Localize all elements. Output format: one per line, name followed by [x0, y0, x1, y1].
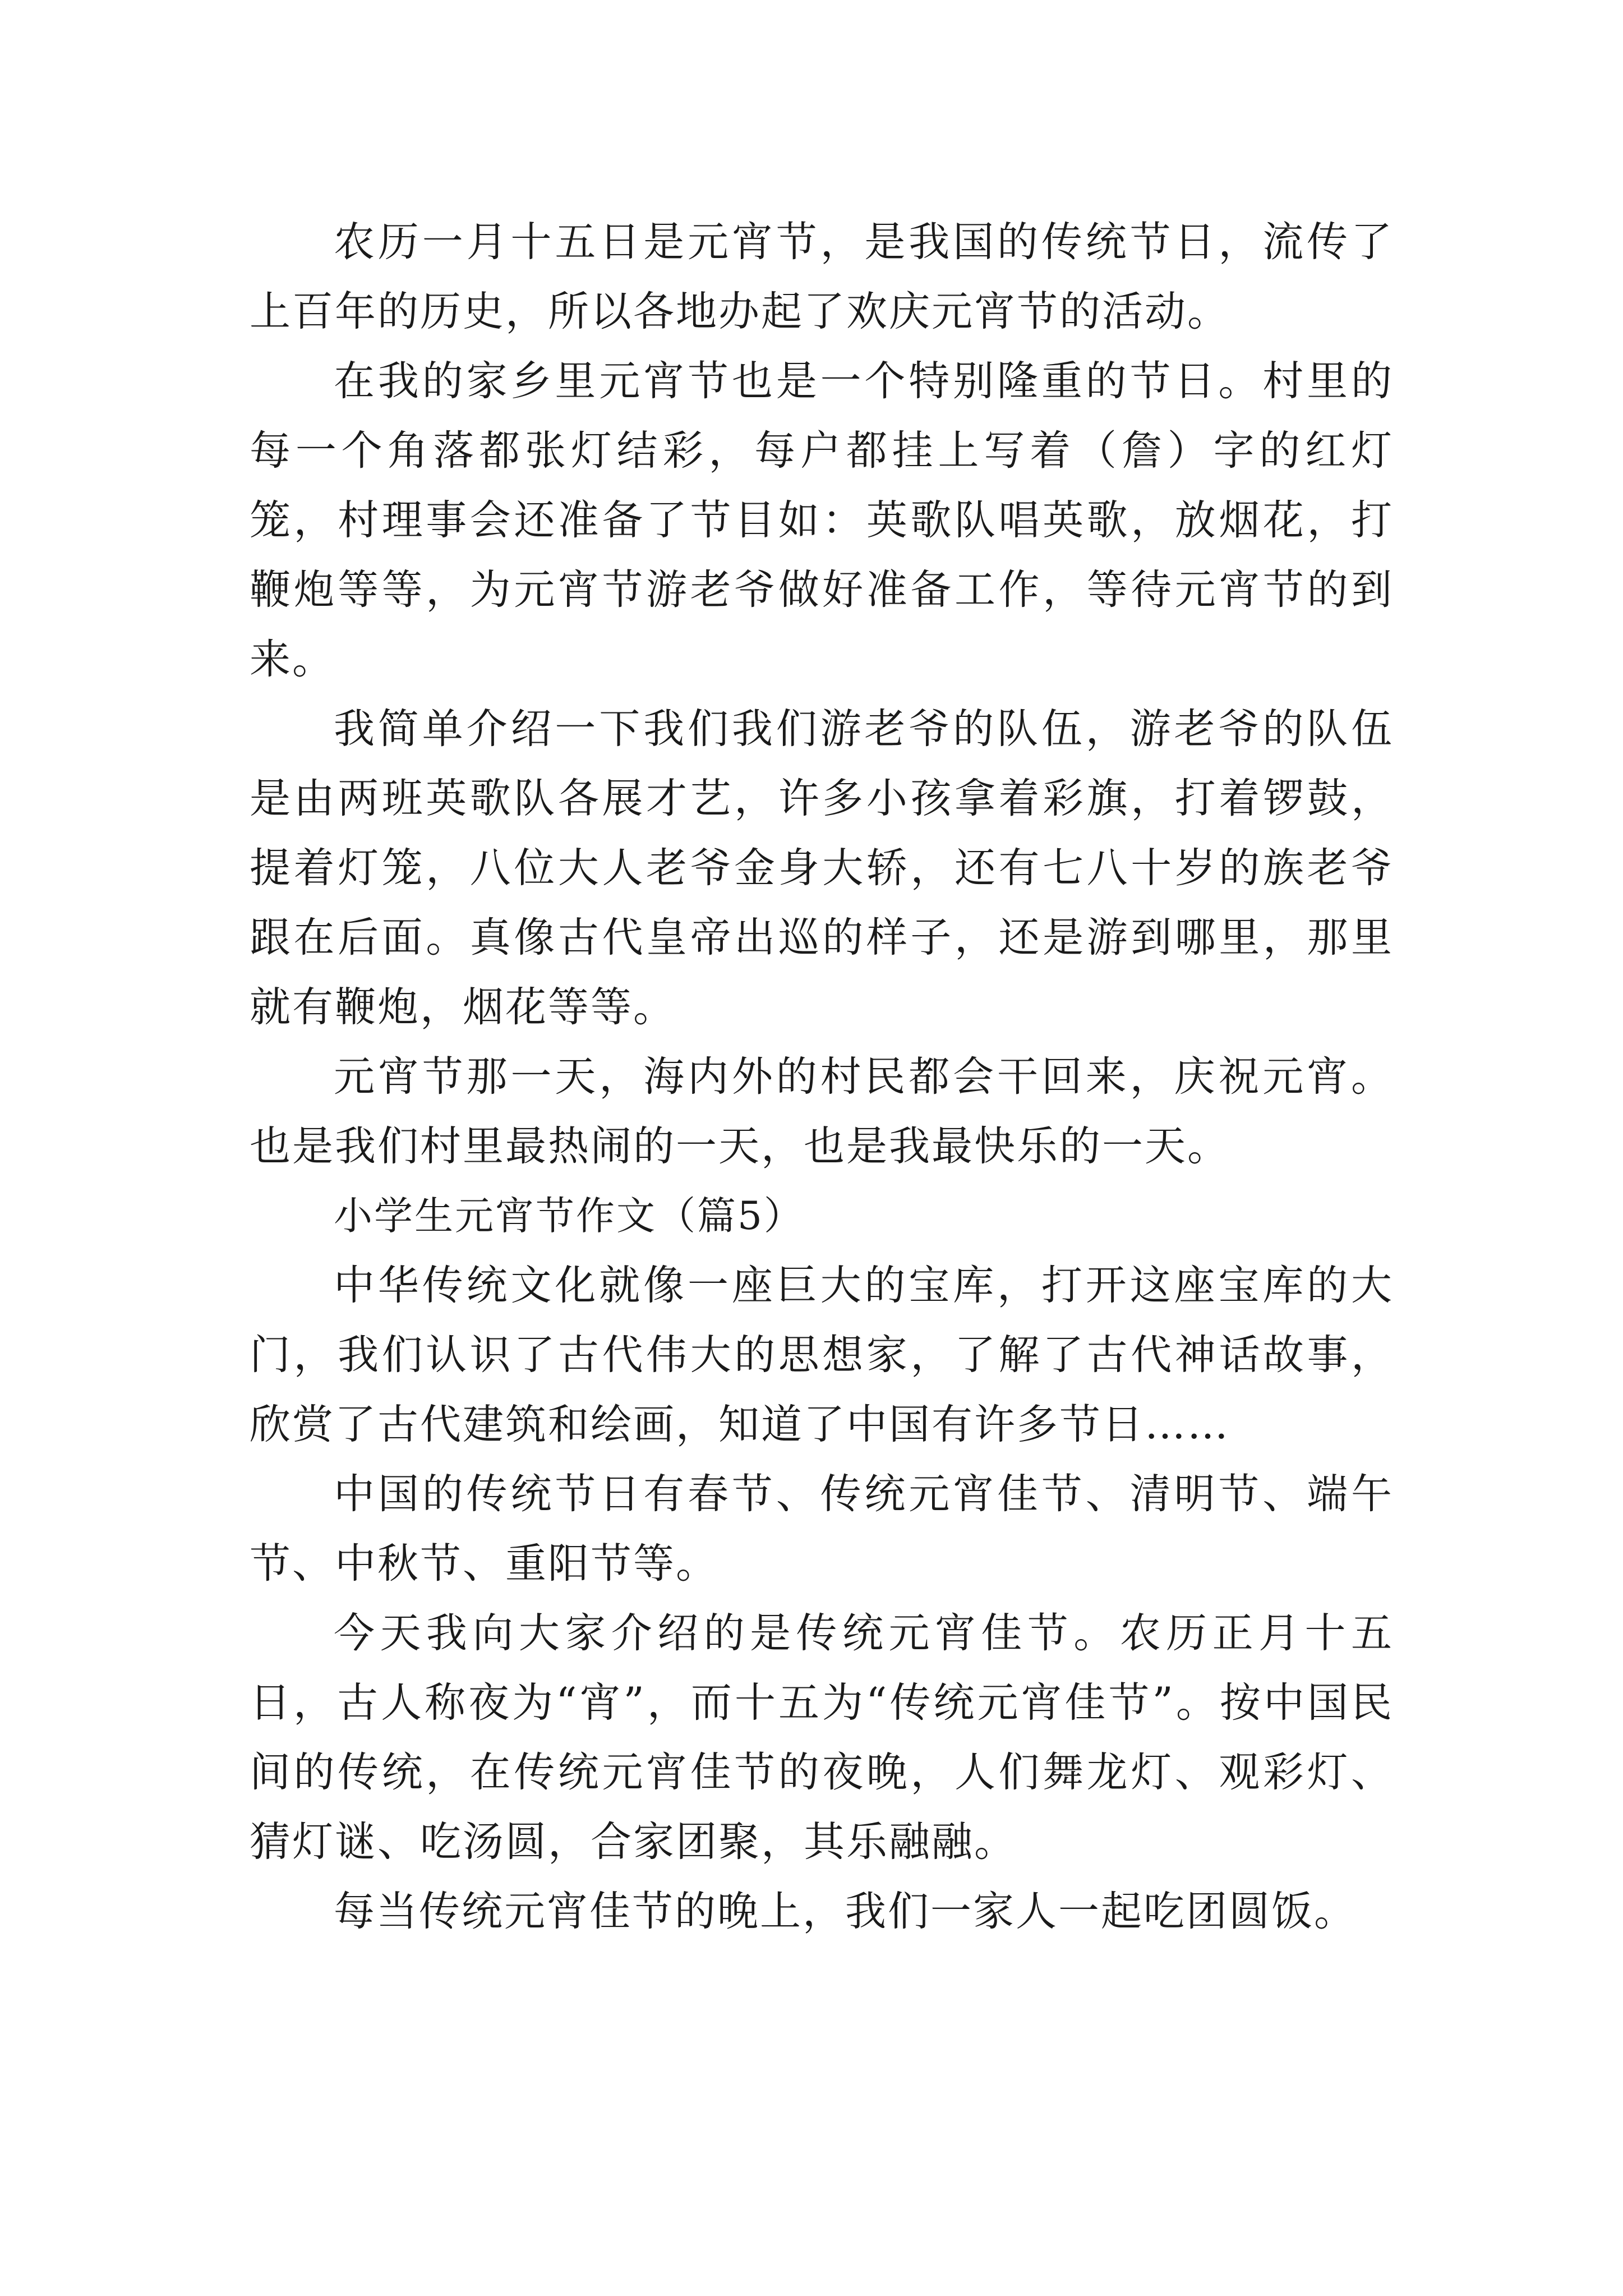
document-body — [250, 208, 1394, 1947]
paragraph-6: 中国的传统节日有春节、传统元宵佳节、清明节、端午节、中秋节、重阳节等。 — [250, 1470, 1394, 1588]
paragraph-5: 中华传统文化就像一座巨大的宝库，打开这座宝库的大门，我们认识了古代伟大的思想家，了解了古代神话故事，欣赏了古代建筑和绘画，知道了中国有许多节日…… — [250, 1262, 1394, 1448]
paragraph-2: 在我的家乡里元宵节也是一个特别隆重的节日。村里的每一个角落都张灯结彩，每户都挂上写着（詹）字的红灯笼，村理事会还准备了节目如：英歌队唱英歌，放烟花，打鞭炮等等，为元宵节游老爷做好准备工作，等待元宵节的到来。 — [250, 357, 1394, 683]
paragraph-8: 每当传统元宵佳节的晚上，我们一家人一起吃团圆饭。 — [334, 1888, 1357, 1935]
paragraph-4: 元宵节那一天，海内外的村民都会干回来，庆祝元宵。也是我们村里最热闹的一天，也是我最快乐的一天。 — [250, 1053, 1394, 1170]
paragraph-1: 农历一月十五日是元宵节，是我国的传统节日，流传了上百年的历史，所以各地办起了欢庆元宵节的活动。 — [250, 218, 1394, 335]
paragraph-7: 今天我向大家介绍的是传统元宵佳节。农历正月十五日，古人称夜为“宵”，而十五为“传统元宵佳节”。按中国民间的传统，在传统元宵佳节的夜晚，人们舞龙灯、观彩灯、猜灯谜、吃汤圆，合家团聚，其乐融融。 — [250, 1609, 1394, 1866]
section-heading: 小学生元宵节作文（篇5） — [334, 1194, 804, 1239]
paragraph-3: 我简单介绍一下我们我们游老爷的队伍，游老爷的队伍是由两班英歌队各展才艺，许多小孩拿着彩旗，打着锣鼓，提着灯笼，八位大人老爷金身大轿，还有七八十岁的族老爷跟在后面。真像古代皇帝出巡的样子，还是游到哪里，那里就有鞭炮，烟花等等。 — [250, 705, 1394, 1031]
